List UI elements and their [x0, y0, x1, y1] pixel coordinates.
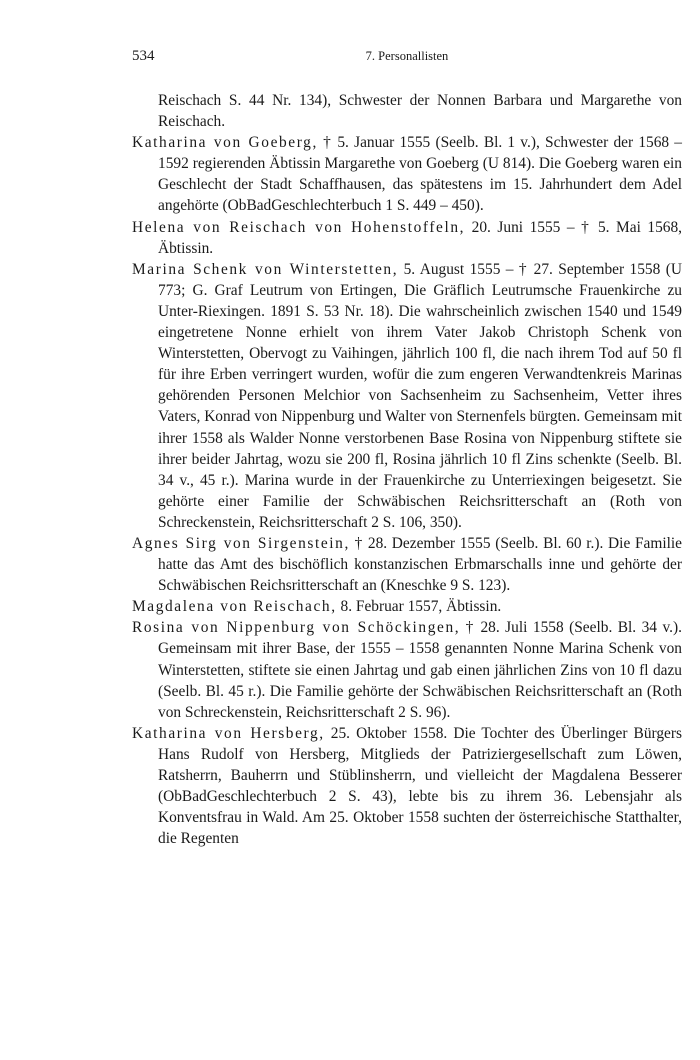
- entry-text: † 5. Januar 1555 (Seelb. Bl. 1 v.), Schwester der 1568 – 1592 regierenden Äbtissin Margarethe von Goeberg (U 814). Die Goeberg waren ein Geschlecht der Stadt Schaffhausen, das spätestens im 15. Jahrhundert dem Adel angehörte (ObBadGeschlechterbuch 1 S. 449 – 450).: [158, 134, 682, 215]
- entry-text: Reischach S. 44 Nr. 134), Schwester der Nonnen Barbara und Margarethe von Reischach.: [158, 92, 682, 131]
- entry-text: 20. Juni 1555 – † 5. Mai 1568, Äbtissin.: [158, 218, 682, 257]
- entry-text: 5. August 1555 – † 27. September 1558 (U 773; G. Graf Leutrum von Ertingen, Die Gräflich Leutrumsche Frauenkirche zu Unter-Riexingen. 1891 S. 53 Nr. 18). Die wahrscheinlich zwischen 1540 und 1549 eingetretene Nonne erhielt von ihrem Vater Jakob Christoph Schenk von Winterstetten, Obervogt zu Vaihingen, jährlich 100 fl, die nach ihrem Tod auf 50 fl für ihre Erben verringert wurden, wofür die zum engeren Verwandtenkreis Marinas gehörenden Personen Melchior von Sachsenheim zu Sachsenheim, Vetter ihres Vaters, Konrad von Nippenburg und Walter von Sternenfels bürgten. Gemeinsam mit ihrer 1558 als Walder Nonne verstorbenen Base Rosina von Nippenburg stiftete sie ihrer beider Jahrtag, wozu sie 200 fl, Rosina jährlich 10 fl Zins schenkte (Seelb. Bl. 34 v., 45 r.). Marina wurde in der Frauenkirche zu Unterriexingen beigesetzt. Sie gehörte einer Familie der Schwäbischen Reichsritterschaft an (Roth von Schreckenstein, Reichsritterschaft 2 S. 106, 350).: [158, 260, 682, 531]
- entry-helena-von-reischach: [132, 217, 682, 259]
- entry-agnes-sirg-von-sirgenstein: [132, 533, 682, 596]
- page-header: [132, 48, 682, 70]
- entry-name: Magdalena von Reischach,: [132, 598, 337, 616]
- entry-name: Helena von Reischach von Hohenstoffeln,: [132, 218, 466, 236]
- entry-name: Katharina von Goeberg,: [132, 134, 318, 152]
- entry-rosina-von-nippenburg: [132, 617, 682, 722]
- running-title: 7. Personallisten: [365, 49, 449, 63]
- entry-text: 25. Oktober 1558. Die Tochter des Überlinger Bürgers Hans Rudolf von Hersberg, Mitglieds der Patriziergesellschaft zum Löwen, Ratsherrn, Bauherrn und Stüblinsherrn, und vielleicht der Magdalena Besserer (ObBadGeschlechterbuch 2 S. 43), lebte bis zu ihrem 36. Lebensjahr als Konventsfrau in Wald. Am 25. Oktober 1558 suchten der österreichische Statthalter, die Regenten: [158, 724, 683, 848]
- book-page: [132, 48, 682, 849]
- entry-name: Rosina von Nippenburg von Schöckingen,: [132, 619, 461, 637]
- page-body: [132, 90, 682, 849]
- entry-continuation: [132, 90, 682, 132]
- entry-katharina-von-goeberg: [132, 132, 682, 216]
- page-number: 534: [132, 48, 155, 64]
- entry-marina-schenk-von-winterstetten: [132, 259, 682, 533]
- entry-katharina-von-hersberg: [132, 723, 682, 850]
- entry-magdalena-von-reischach: [132, 596, 682, 617]
- entry-text: † 28. Dezember 1555 (Seelb. Bl. 60 r.). Die Familie hatte das Amt des bischöflich konstanzischen Erbmarschalls inne und gehörte der Schwäbischen Reichsritterschaft an (Kneschke 9 S. 123).: [158, 534, 682, 595]
- entry-name: Katharina von Hersberg,: [132, 724, 325, 742]
- entry-name: Marina Schenk von Winterstetten,: [132, 260, 399, 278]
- entry-text: † 28. Juli 1558 (Seelb. Bl. 34 v.). Gemeinsam mit ihrer Base, der 1555 – 1558 genannten Nonne Marina Schenk von Winterstetten, stiftete sie einen Jahrtag und gab einen jährlichen Zins von 10 fl dazu (Seelb. Bl. 45 r.). Die Familie gehörte der Schwäbischen Reichsritterschaft an (Roth von Schreckenstein, Reichsritterschaft 2 S. 96).: [158, 619, 682, 721]
- entry-name: Agnes Sirg von Sirgenstein,: [132, 534, 350, 552]
- entry-text: 8. Februar 1557, Äbtissin.: [336, 598, 502, 616]
